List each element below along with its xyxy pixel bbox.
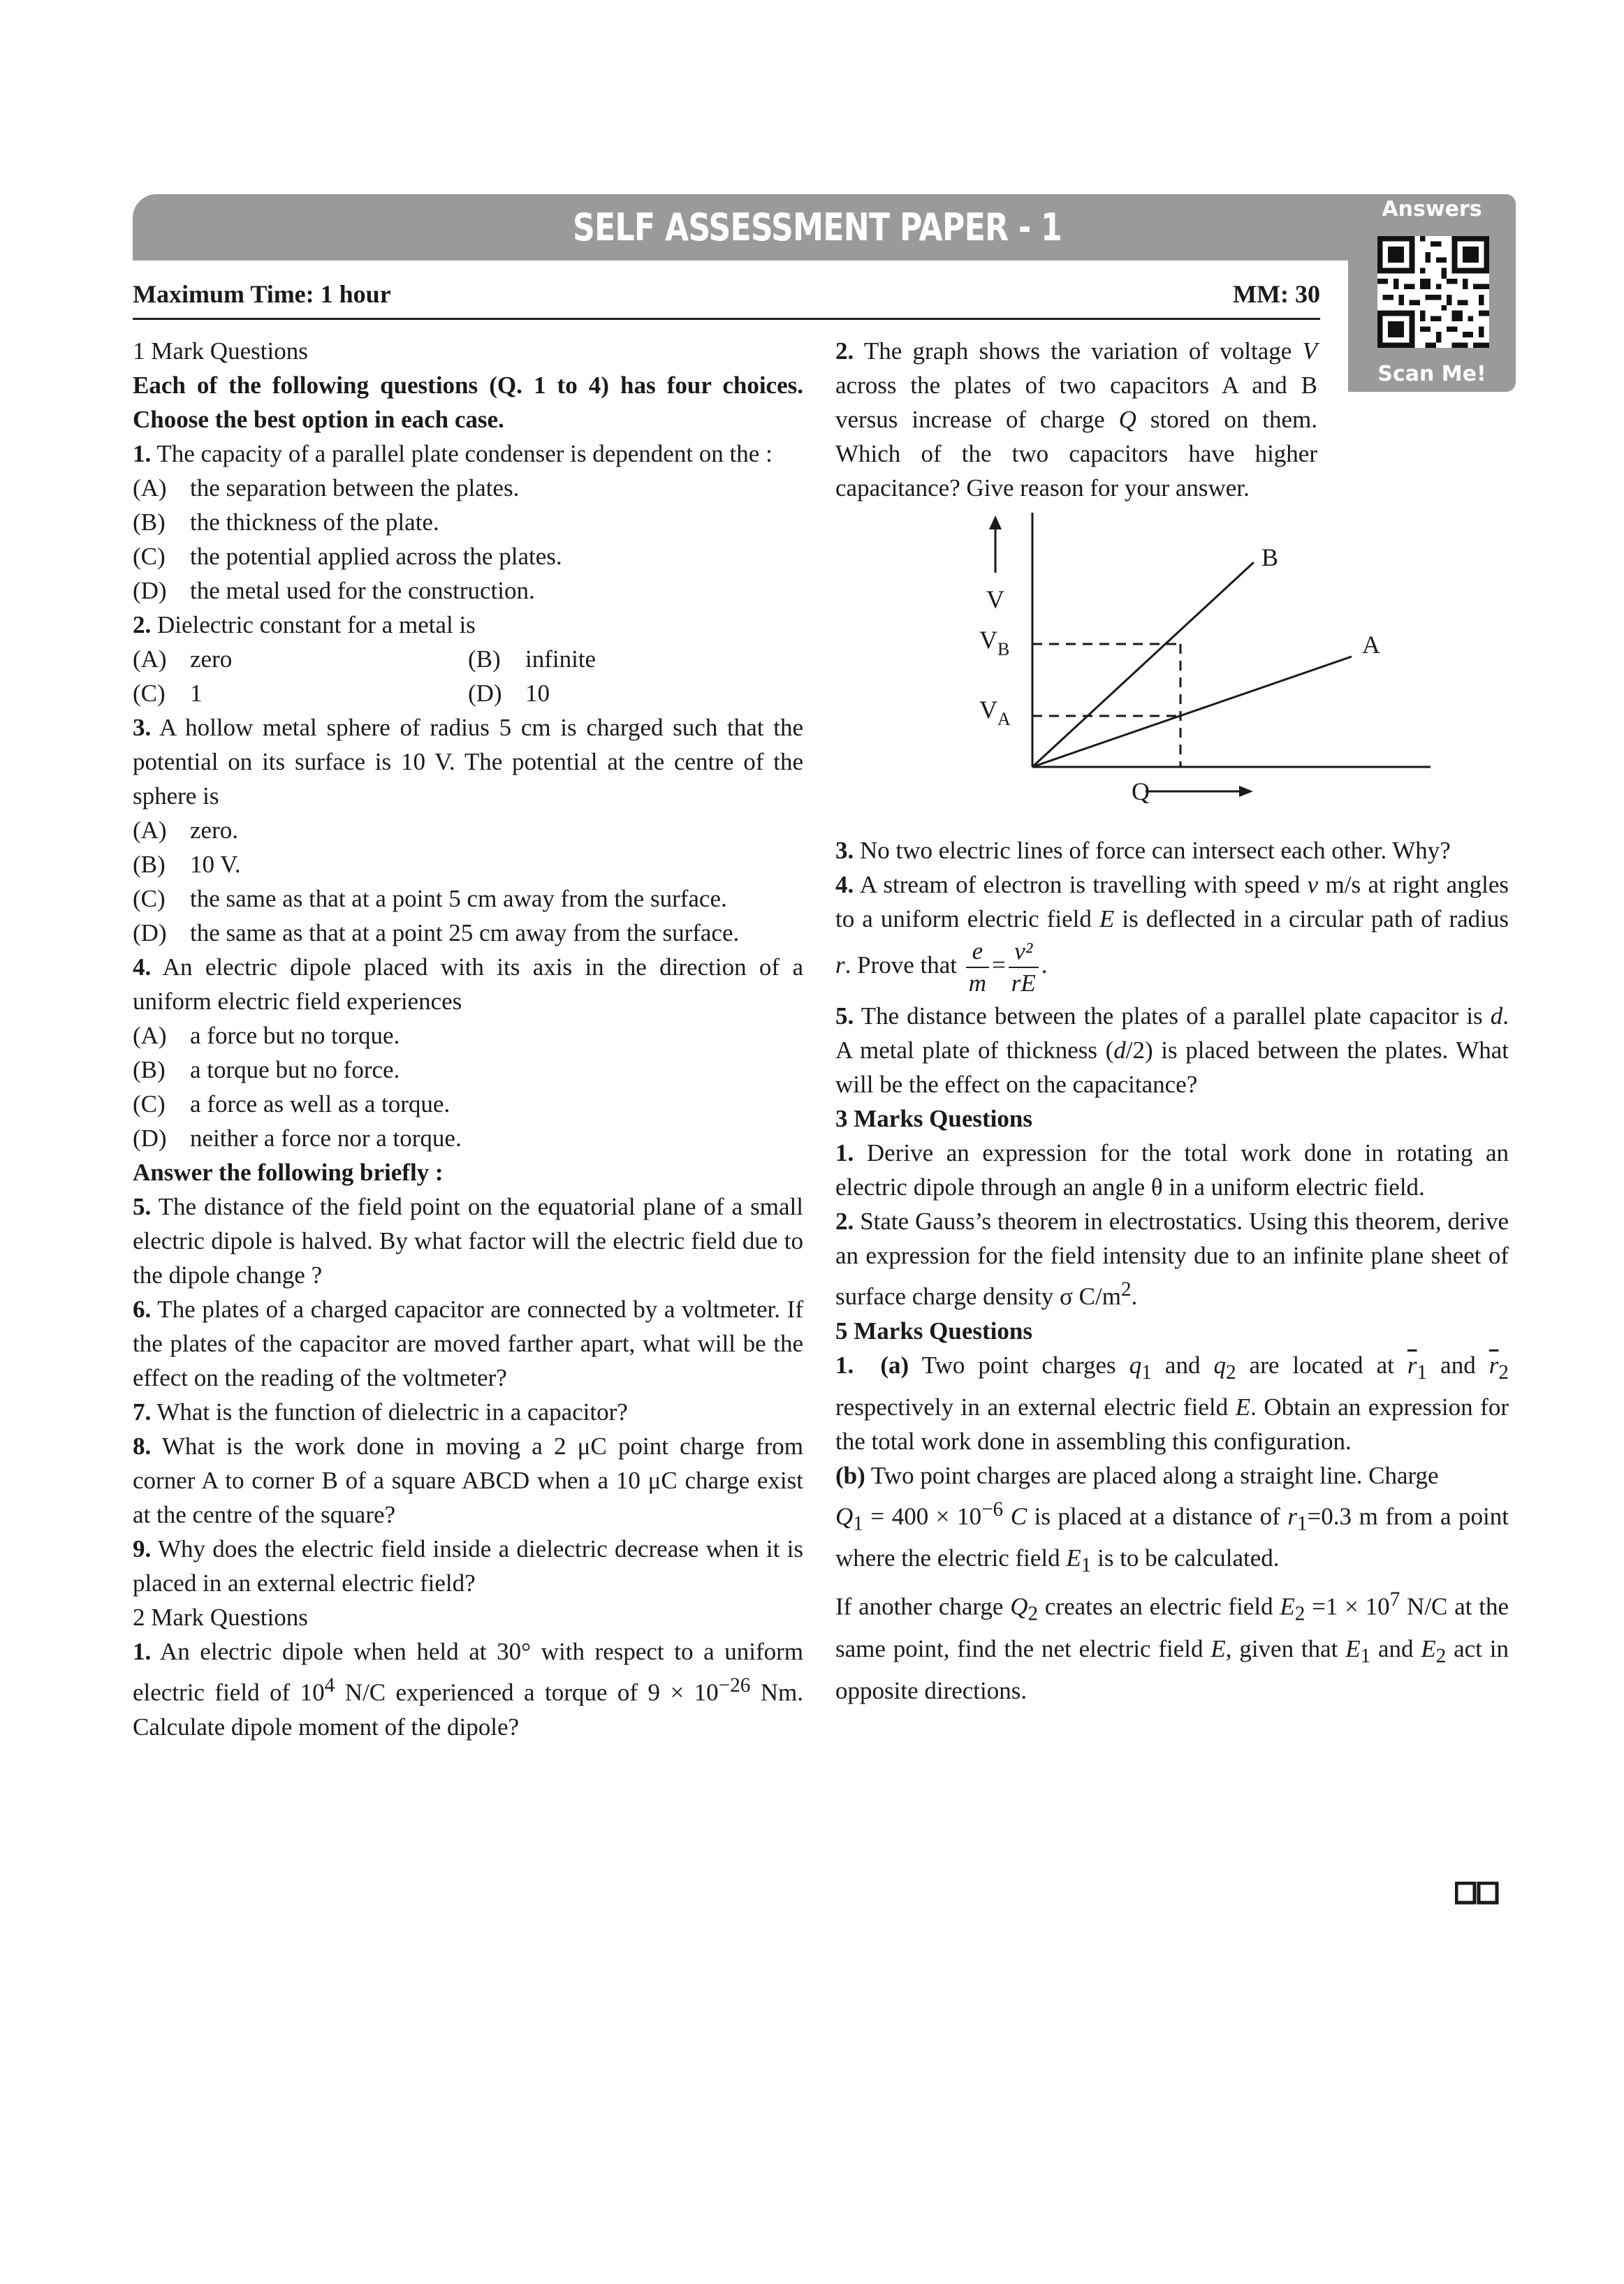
two-mark-question-5: 5. The distance between the plates of a parallel plate capacitor is d. A metal plate of thickness (d/2) is placed between the plates. What will be the effect on the capacitance? — [835, 1002, 1509, 1098]
two-mark-question-3: 3. No two electric lines of force can intersect each other. Why? — [835, 837, 1451, 864]
question-2-options-row2 — [133, 676, 803, 710]
va-label: $V_A$ — [979, 696, 1011, 729]
x-arrow-head — [1239, 786, 1253, 797]
three-mark-question-1: 1. Derive an expression for the total work done in rotating an electric dipole through an angle θ in a uniform electric field. — [835, 1139, 1509, 1201]
scan-me-label: Scan Me! — [1377, 362, 1486, 386]
line-a-label: A — [1362, 631, 1380, 659]
answers-label: Answers — [1382, 197, 1482, 221]
max-marks: MM: 30 — [1233, 280, 1320, 308]
two-mark-question-2-a: 2. The graph shows the variation of voltage V across the plates of two capacitors A and B versus increase of charge Q stored on them. Which of the two capacitors have higher capacitance? Give reason for your answer. — [835, 337, 1317, 502]
option-4b: (B) a torque but no force. — [133, 1056, 400, 1083]
fraction-e-over-m: $\frac{e}{m}$ — [966, 936, 989, 999]
option-4a: (A) a force but no torque. — [133, 1022, 400, 1049]
question-1: 1. The capacity of a parallel plate condenser is dependent on the : — [133, 440, 773, 467]
line-b-label: B — [1261, 543, 1279, 571]
header-divider — [133, 318, 1320, 320]
option-1a: (A) the separation between the plates. — [133, 474, 520, 502]
section-1-mark-instructions: Each of the following questions (Q. 1 to 4) has four choices. Choose the best option in each case. — [133, 372, 803, 433]
question-4: 4. An electric dipole placed with its axis in the direction of a uniform electric field experiences — [133, 953, 803, 1015]
question-3: 3. A hollow metal sphere of radius 5 cm is charged such that the potential on its surface is 10 V. The potential at the centre of the sphere is — [133, 714, 803, 810]
option-1b: (B) the thickness of the plate. — [133, 508, 439, 536]
max-time: Maximum Time: 1 hour — [133, 280, 391, 308]
option-1c: (C) the potential applied across the plates. — [133, 543, 562, 570]
three-mark-question-2: 2. State Gauss’s theorem in electrostatics. Using this theorem, derive an expression for the field intensity due to an infinite plane sheet of surface charge density σ $C/m^2$. — [835, 1208, 1509, 1310]
line-b — [1032, 562, 1254, 767]
x-axis-label: Q — [1132, 777, 1150, 803]
question-7: 7. What is the function of dielectric in a capacitor? — [133, 1398, 628, 1426]
five-mark-question-1a: 1. (a) Two point charges $q_1$ and $q_2$ are located at $\overline{r}_1$ and $\overline{r}_2$ respectively in an external electric field E. Obtain an expression for the total work done in assembling this configuration. — [835, 1351, 1509, 1455]
left-column — [133, 334, 803, 1744]
vb-label: $V_B$ — [979, 626, 1010, 659]
v-q-graph — [964, 503, 1439, 803]
two-mark-question-4: 4. A stream of electron is travelling with speed v m/s at right angles to a uniform electric field E is deflected in a circular path of radius r. Prove that $\frac{e}{m}$ = $\frac{\text{v²}}{rE}$ . — [835, 868, 1509, 999]
option-3d: (D) the same as that at a point 25 cm away from the surface. — [133, 919, 740, 946]
section-2-mark-title: 2 Mark Questions — [133, 1604, 308, 1631]
option-2d: (D) 10 — [468, 680, 550, 707]
option-3a: (A) zero. — [133, 817, 238, 844]
two-mark-question-1: 1. An electric dipole when held at 30° with respect to a uniform electric field of $10^4$ N/C experienced a torque of $9 \times 10^{-26}$ Nm. Calculate dipole moment of the dipole? — [133, 1638, 804, 1741]
end-of-paper-icon — [1455, 1882, 1500, 1905]
question-3-options — [133, 813, 803, 950]
option-1d: (D) the metal used for the construction. — [133, 577, 535, 604]
question-5: 5. The distance of the field point on the equatorial plane of a small electric dipole is halved. By what factor will the electric field due to the dipole change ? — [133, 1193, 803, 1289]
option-3c: (C) the same as that at a point 5 cm away from the surface. — [133, 885, 727, 912]
page-title: SELF ASSESSMENT PAPER - 1 — [572, 205, 1062, 249]
option-2c: (C) 1 — [133, 680, 203, 707]
question-8: 8. What is the work done in moving a 2 μC point charge from corner A to corner B of a square ABCD when a 10 μC charge exist at the centre of the square? — [133, 1433, 803, 1528]
question-2: 2. Dielectric constant for a metal is — [133, 611, 476, 638]
five-mark-question-1b-final: If another charge $Q_2$ creates an electric field $E_2 =1 \times 10^7$ N/C at the same point, find the net electric field E, given that $E_1$ and $E_2$ act in opposite directions. — [835, 1588, 1509, 1704]
option-3b: (B) 10 V. — [133, 851, 241, 878]
question-1-options — [133, 471, 803, 608]
five-mark-question-1b-cont: $Q_1 = 400 \times 10^{-6}$ C is placed at a distance of $r_1=0.3$ m from a point where the electric field $E_1$ is to be calculated. — [835, 1498, 1509, 1577]
option-4d: (D) neither a force nor a torque. — [133, 1125, 462, 1152]
question-9: 9. Why does the electric field inside a dielectric decrease when it is placed in an external electric field? — [133, 1535, 803, 1597]
question-2-options-row1 — [133, 642, 803, 676]
brief-answers-title: Answer the following briefly : — [133, 1159, 444, 1186]
y-arrow-head — [989, 515, 1002, 529]
section-5-mark-title: 5 Marks Questions — [835, 1317, 1032, 1345]
question-4-options — [133, 1018, 803, 1155]
five-mark-question-1b: (b) Two point charges are placed along a straight line. Charge — [835, 1461, 1439, 1489]
option-2a: (A) zero — [133, 645, 233, 673]
fraction-v2-over-rE: $\frac{\text{v²}}{rE}$ — [1009, 936, 1039, 999]
line-a — [1032, 657, 1352, 767]
y-axis-label: V — [986, 585, 1004, 613]
section-3-mark-title: 3 Marks Questions — [835, 1105, 1032, 1132]
option-4c: (C) a force as well as a torque. — [133, 1090, 451, 1118]
qr-code-icon[interactable] — [1377, 236, 1489, 348]
question-6: 6. The plates of a charged capacitor are connected by a voltmeter. If the plates of the capacitor are moved farther apart, what will be the effect on the reading of the voltmeter? — [133, 1296, 803, 1391]
option-2b: (B) infinite — [468, 645, 597, 673]
section-1-mark-title: 1 Mark Questions — [133, 337, 308, 365]
